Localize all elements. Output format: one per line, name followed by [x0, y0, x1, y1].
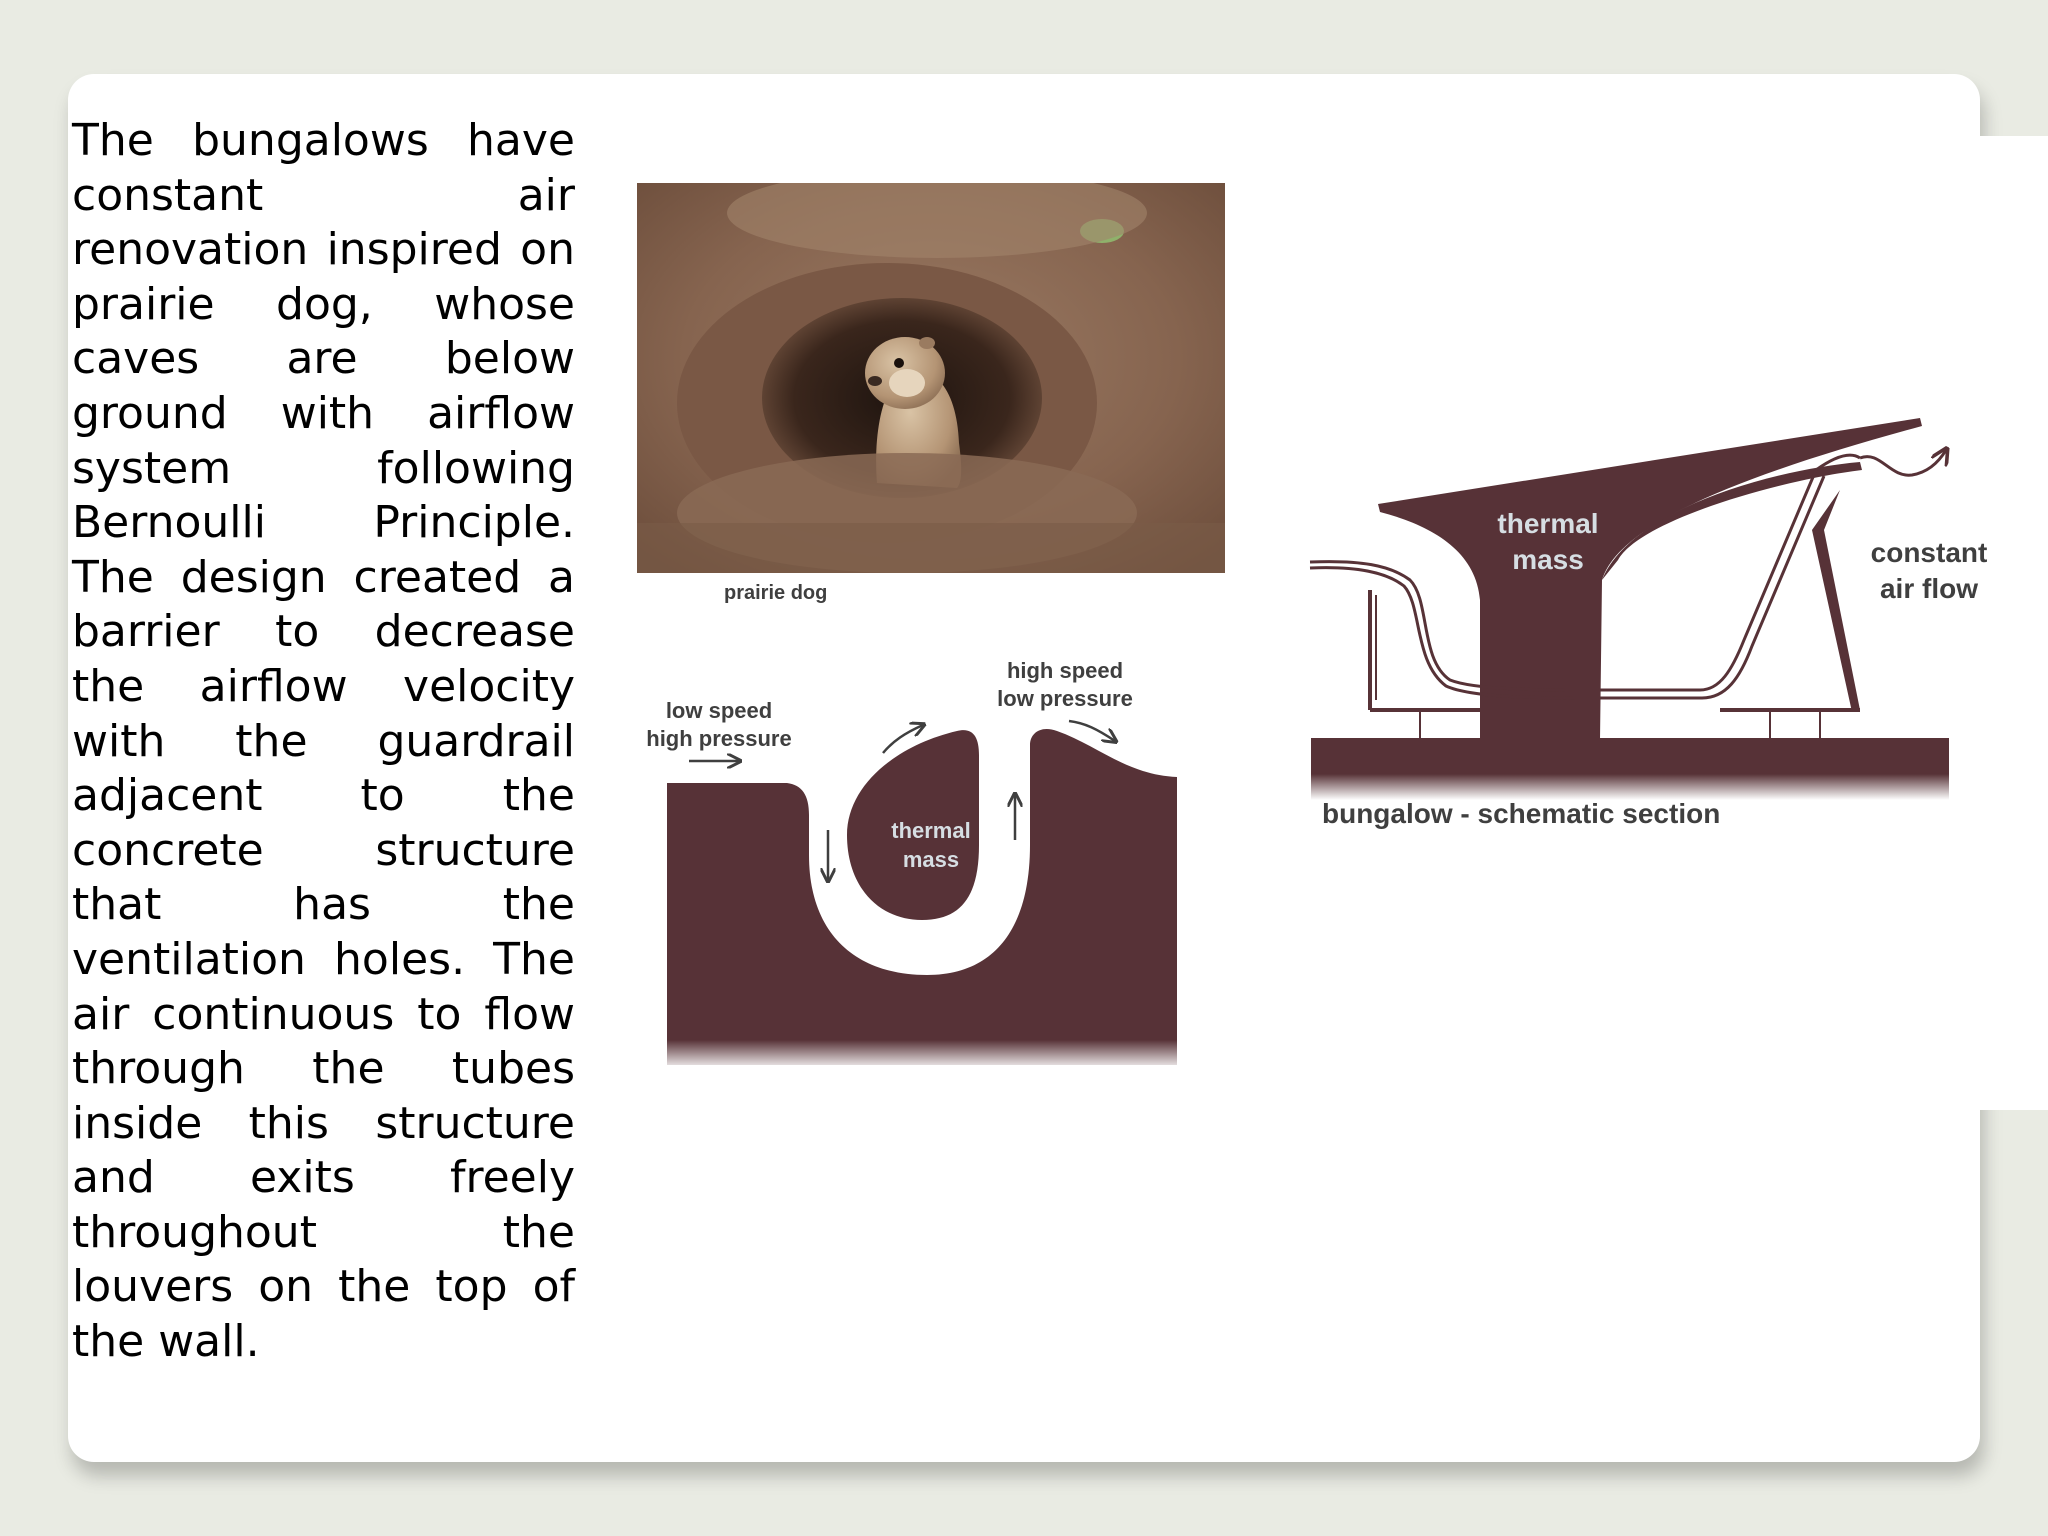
- photo-caption: prairie dog: [724, 582, 828, 604]
- burrow-center-label-line1: thermal: [891, 818, 971, 843]
- section-center-label-line1: thermal: [1497, 508, 1599, 539]
- body-text: The bungalows have constant air renovation inspired on prairie dog, whose caves are below ground with airflow system following Bernoulli Principle. The design created a barrier to decrease the airflow velocity with the guardrail adjacent to the concrete structure that has the ventilation holes. The air continuous to flow through the tubes inside this structure and exits freely throughout the louvers on the top of the wall.: [72, 115, 575, 1368]
- burrow-center-label-line2: mass: [902, 847, 960, 872]
- bottom-flow-arrow-line: [957, 923, 999, 951]
- section-flow-label-line2: air flow: [1879, 573, 1979, 604]
- burrow-left-label-line2: high pressure: [646, 726, 792, 751]
- outflow-arrow: [1069, 721, 1115, 741]
- section-caption: bungalow - schematic section: [1322, 798, 1721, 829]
- burrow-right-label-line1: high speed: [1006, 658, 1124, 683]
- section-center-label-line2: mass: [1512, 544, 1584, 575]
- section-flow-label-line1: constant: [1870, 537, 1988, 568]
- burrow-right-label-line2: low pressure: [997, 686, 1133, 711]
- bungalow-section-diagram: [1300, 400, 2000, 840]
- prairie-dog-photo: [637, 183, 1225, 573]
- burrow-left-label-line1: low speed: [665, 698, 773, 723]
- burrow-airflow-diagram: [637, 645, 1191, 1065]
